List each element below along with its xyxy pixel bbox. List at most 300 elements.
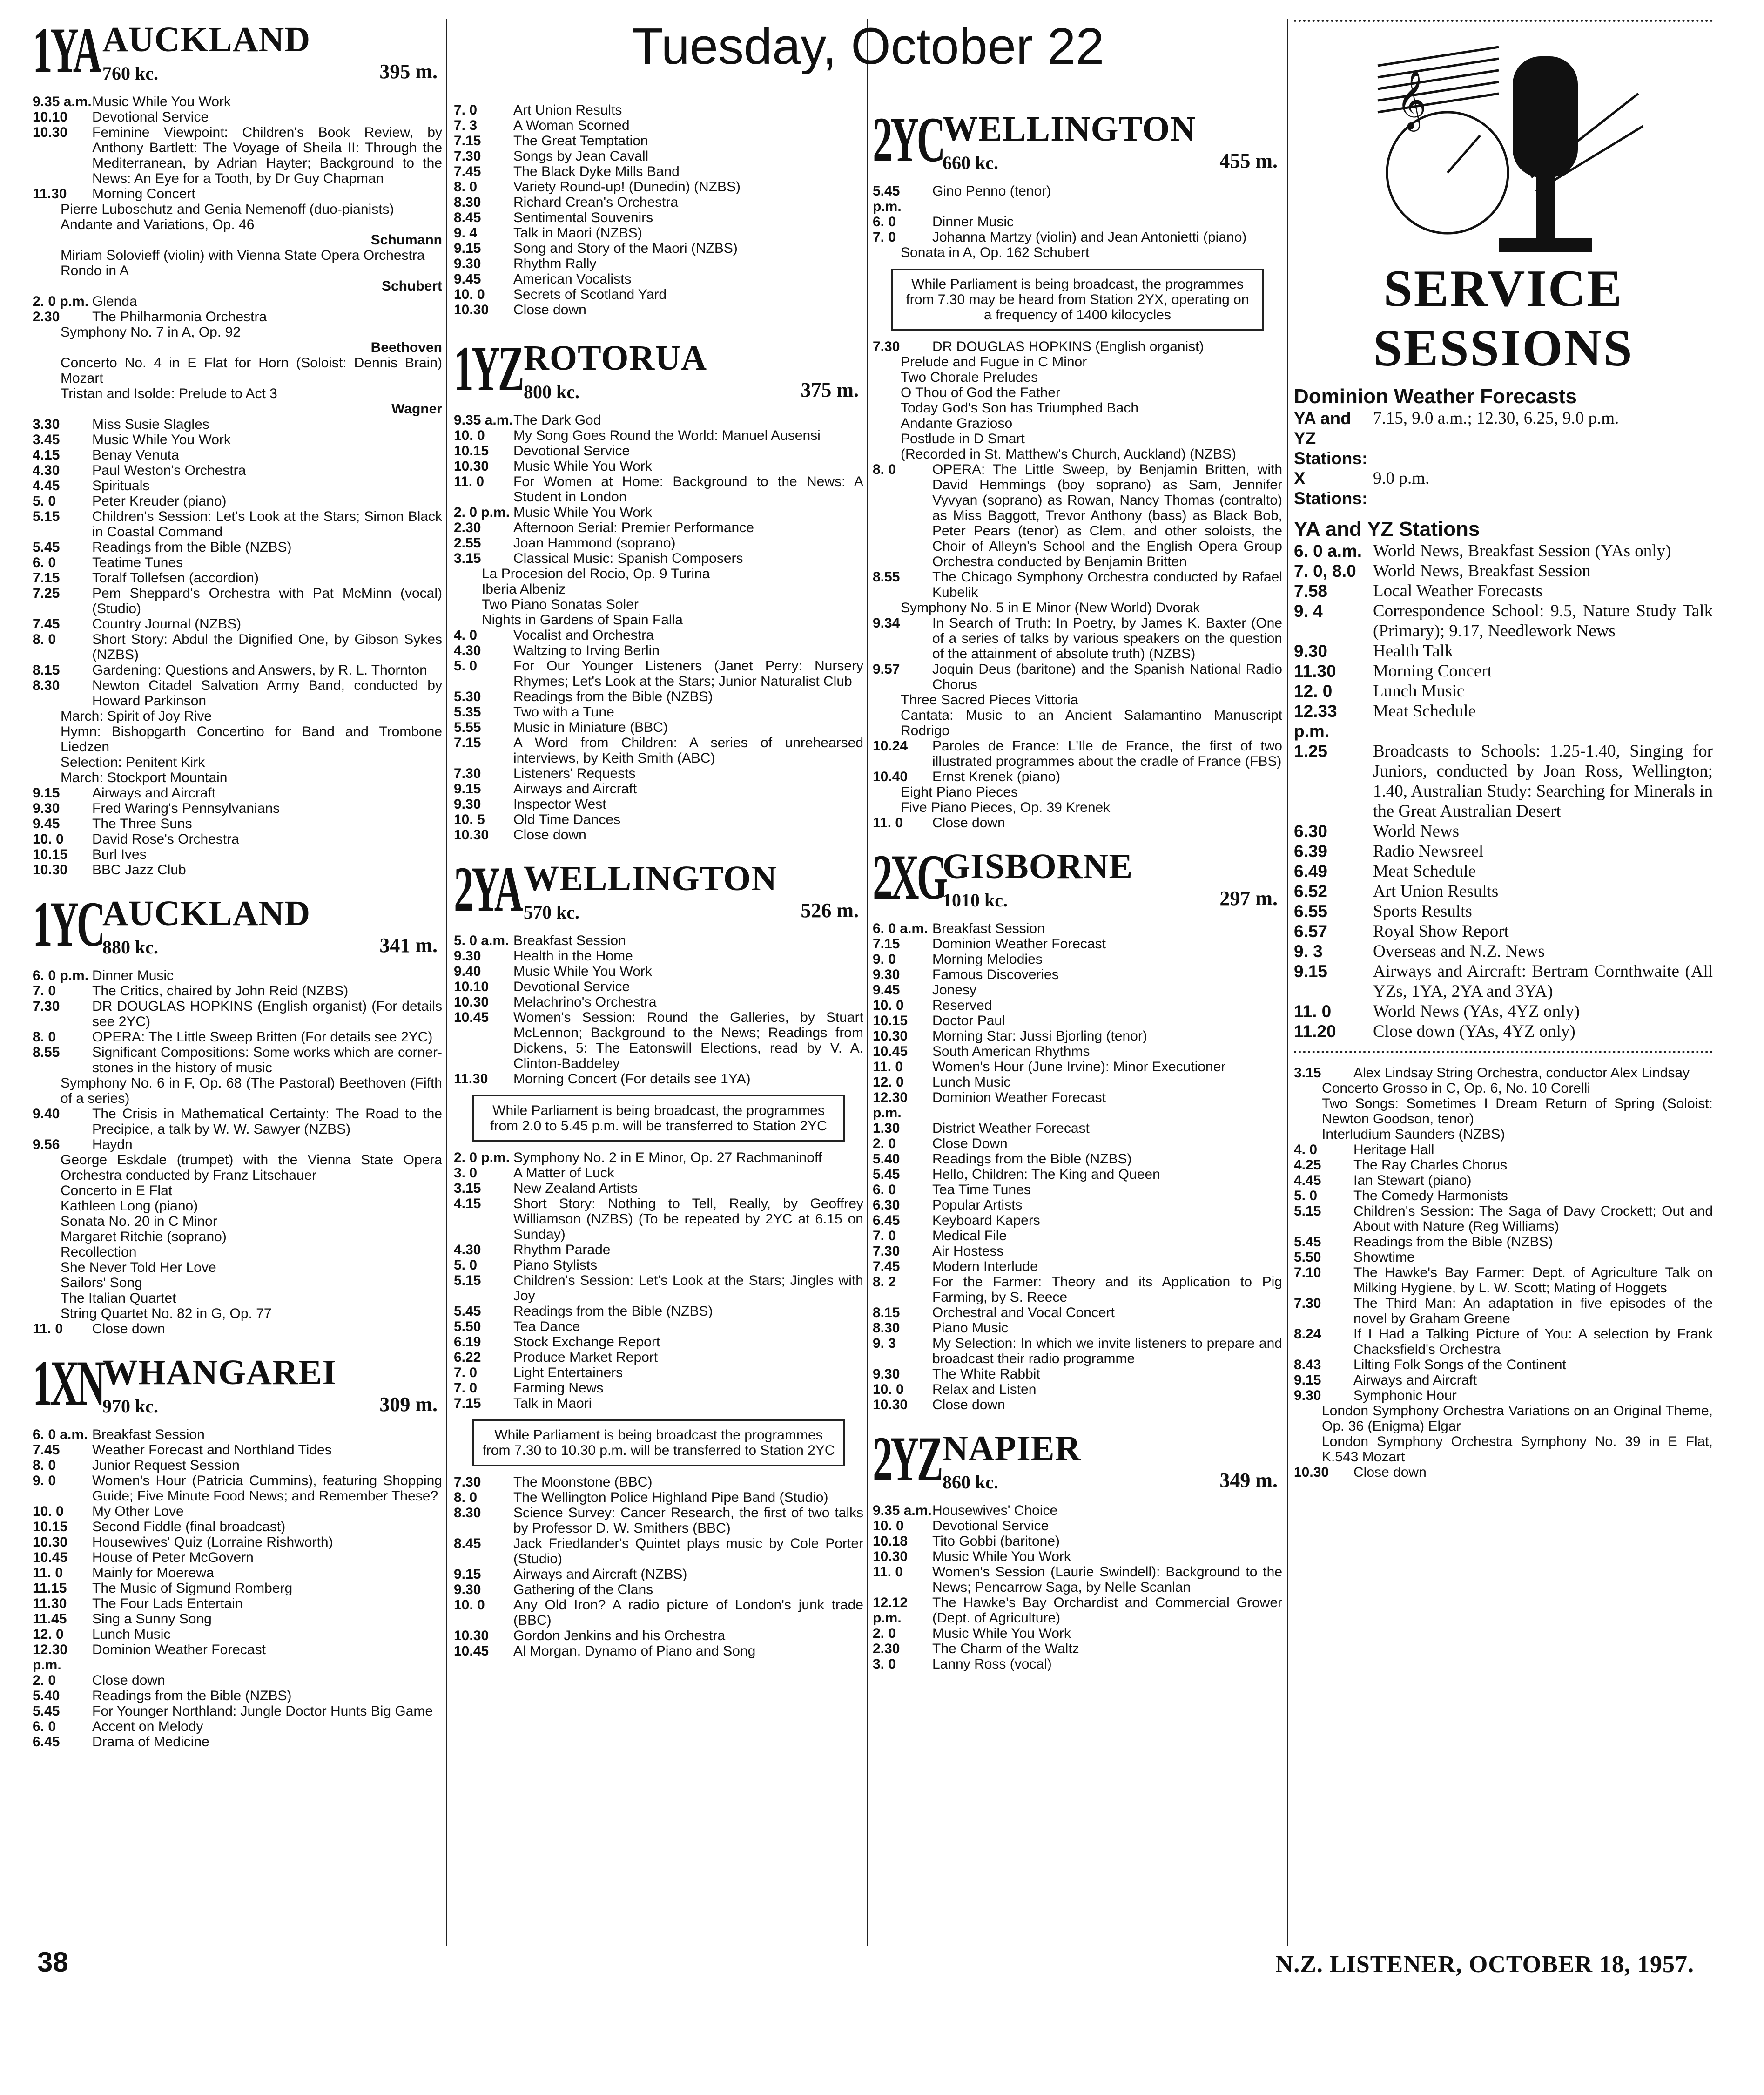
program-row — [873, 769, 1282, 784]
program-time: 6.30 — [873, 1197, 900, 1213]
wavelength: 341 m. — [379, 934, 438, 957]
program-time: 7. 0 — [454, 1380, 478, 1396]
program-row — [454, 1334, 863, 1350]
program-title: 9.0 p.m. — [1373, 469, 1430, 488]
program-title: Significant Compositions: Some works which are corner-stones in the history of music — [92, 1045, 442, 1075]
wavelength: 526 m. — [801, 899, 859, 922]
station-city: ROTORUA — [524, 338, 707, 378]
program-title: Reserved — [932, 998, 992, 1013]
program-time: 10. 0 — [454, 1597, 485, 1613]
program-row — [1294, 861, 1713, 881]
program-title: Devotional Service — [513, 979, 630, 994]
program-detail: Concerto in E Flat — [61, 1183, 173, 1198]
program-time: 1.30 — [873, 1121, 900, 1136]
program-row — [33, 447, 442, 463]
program-title: Children's Session: Let's Look at the Stars; Jingles with Joy — [513, 1273, 863, 1304]
program-time: 10.30 — [33, 125, 68, 140]
column-2 — [454, 14, 863, 1659]
program-time: 6.45 — [873, 1213, 900, 1228]
program-row — [454, 1273, 863, 1304]
program-title: Melachrino's Orchestra — [513, 994, 657, 1010]
program-title: Readings from the Bible (NZBS) — [513, 1304, 713, 1319]
program-row — [454, 443, 863, 459]
program-time: 12. 0 — [873, 1075, 904, 1090]
program-title: Sing a Sunny Song — [92, 1611, 212, 1627]
program-time: 10.30 — [1294, 1465, 1329, 1480]
program-title: Close down (YAs, 4YZ only) — [1373, 1022, 1575, 1041]
section-heading: YA and YZ Stations — [1294, 518, 1480, 541]
program-time: 11.45 — [33, 1611, 67, 1627]
program-detail: Selection: Penitent Kirk — [61, 755, 205, 770]
program-row — [873, 1534, 1282, 1549]
program-row — [33, 1627, 442, 1642]
program-row — [454, 1380, 863, 1396]
program-row — [33, 94, 442, 109]
program-time: 10. 0 — [454, 428, 485, 443]
program-row — [454, 766, 863, 781]
program-row — [454, 133, 863, 149]
service-list — [1294, 541, 1713, 1041]
program-title: Music While You Work — [92, 432, 231, 447]
program-title: My Other Love — [92, 1504, 184, 1519]
program-detail: Margaret Ritchie (soprano) — [61, 1229, 227, 1244]
program-row — [873, 462, 1282, 569]
program-time: 7. 0 — [873, 230, 896, 245]
call-sign: 1YA — [33, 14, 100, 86]
program-time: 8.45 — [454, 1536, 481, 1551]
program-row — [873, 1182, 1282, 1197]
composer-name: Wagner — [391, 401, 442, 417]
program-time: 2.30 — [454, 520, 481, 535]
program-title: Meat Schedule — [1373, 702, 1476, 721]
program-time: 10.30 — [454, 302, 489, 318]
program-time: 4.30 — [454, 1242, 481, 1257]
program-row — [33, 1519, 442, 1534]
program-title: Spirituals — [92, 478, 150, 493]
program-time: 6.30 — [1294, 822, 1328, 841]
program-title: In Search of Truth: In Poetry, by James K. Baxter (One of a series of talks by various speakers on the question of the attainment of absolute truth) (NZBS) — [932, 615, 1282, 662]
program-row — [454, 658, 863, 689]
program-time: 8. 2 — [873, 1274, 896, 1290]
program-row — [454, 271, 863, 287]
program-time: 5.45 — [33, 1703, 60, 1719]
program-row — [454, 535, 863, 551]
program-title: Lunch Music — [932, 1075, 1011, 1090]
program-title: Junior Request Session — [92, 1458, 240, 1473]
program-title: Richard Crean's Orchestra — [513, 195, 679, 210]
program-row — [454, 1474, 863, 1490]
program-title: Science Survey: Cancer Research, the first of two talks by Professor D. W. Smithers (BBC) — [513, 1505, 863, 1536]
program-row — [33, 1565, 442, 1581]
program-row — [1294, 468, 1713, 508]
program-row — [33, 417, 442, 432]
program-title: 7.15, 9.0 a.m.; 12.30, 6.25, 9.0 p.m. — [1373, 409, 1619, 428]
program-title: Children's Session: Let's Look at the Stars; Simon Black in Coastal Command — [92, 509, 442, 540]
program-time: 8.30 — [33, 678, 60, 693]
program-row — [454, 164, 863, 179]
program-row — [454, 1165, 863, 1181]
program-time: 9.15 — [1294, 1372, 1321, 1388]
program-title: Readings from the Bible (NZBS) — [932, 1151, 1132, 1167]
program-row — [873, 230, 1282, 245]
program-time: 9.45 — [873, 982, 900, 998]
program-title: Women's Session: Round the Galleries, by Stuart McLennon; Background to the News; Readings from Dickens, 5: The Eatonswill Elections, read by V. A. Clinton-Baddeley — [513, 1010, 863, 1071]
program-time: 10.45 — [33, 1550, 68, 1565]
program-time: 2.30 — [873, 1641, 900, 1656]
program-time: 5.15 — [1294, 1203, 1321, 1219]
wavelength: 297 m. — [1219, 887, 1278, 910]
program-detail: Postlude in D Smart — [901, 431, 1025, 446]
program-title: Accent on Melody — [92, 1719, 203, 1734]
program-title: Miss Susie Slagles — [92, 417, 209, 432]
program-time: 9. 0 — [33, 1473, 56, 1488]
program-detail: Cantata: Music to an Ancient Salamantino Manuscript Rodrigo — [901, 708, 1282, 738]
program-time: 9.45 — [33, 816, 60, 831]
program-title: Broadcasts to Schools: 1.25-1.40, Singing for Juniors, conducted by Joan Ross, Wellington; 1.40, Australian Study: Searching for Minerals in the Great Australian Desert — [1373, 742, 1713, 821]
program-row — [33, 1458, 442, 1473]
program-row — [33, 1642, 442, 1673]
program-time: 1.25 — [1294, 742, 1328, 761]
program-title: Jack Friedlander's Quintet plays music by Cole Porter (Studio) — [513, 1536, 863, 1567]
program-title: Gino Penno (tenor) — [932, 183, 1051, 199]
call-sign: 1XN — [33, 1347, 103, 1419]
program-time: 11.20 — [1294, 1022, 1336, 1041]
program-title: Airways and Aircraft — [1353, 1372, 1477, 1388]
program-time: 10.15 — [873, 1013, 908, 1028]
program-row — [1294, 1142, 1713, 1157]
program-title: Jonesy — [932, 982, 977, 998]
program-row — [873, 1090, 1282, 1121]
program-row — [454, 643, 863, 658]
program-row — [33, 463, 442, 478]
call-sign: 2YZ — [873, 1423, 941, 1494]
call-sign: 2YA — [454, 853, 521, 925]
program-time: 5.30 — [454, 689, 481, 704]
program-time: 6.22 — [454, 1350, 481, 1365]
program-row — [33, 1550, 442, 1565]
program-time: 4.45 — [33, 478, 60, 493]
column-rule — [867, 19, 868, 1946]
decorative-border — [1294, 1051, 1713, 1060]
program-title: The Four Lads Entertain — [92, 1596, 243, 1611]
program-time: 10. 0 — [33, 831, 64, 847]
program-time: 5. 0 — [454, 1257, 478, 1273]
program-detail: Symphony No. 6 in F, Op. 68 (The Pastoral) Beethoven (Fifth of a series) — [61, 1075, 442, 1106]
program-row — [454, 797, 863, 812]
program-time: 6. 0 p.m. — [33, 968, 89, 983]
program-title: Sentimental Souvenirs — [513, 210, 653, 225]
program-title: For the Farmer: Theory and its Application to Pig Farming, by S. Reece — [932, 1274, 1282, 1305]
program-row — [33, 816, 442, 831]
program-time: 6. 0 — [873, 1182, 896, 1197]
program-detail: Hymn: Bishopgarth Concertino for Band and Trombone Liedzen — [61, 724, 442, 755]
program-title: Correspondence School: 9.5, Nature Study Talk (Primary); 9.17, Needlework News — [1373, 601, 1713, 641]
program-row — [454, 1643, 863, 1659]
station-header-1ya — [33, 14, 442, 88]
program-time: 10. 0 — [873, 998, 904, 1013]
program-row — [873, 982, 1282, 998]
program-row — [873, 1305, 1282, 1320]
program-row — [873, 1228, 1282, 1243]
program-detail: Prelude and Fugue in C Minor — [901, 354, 1087, 370]
program-time: 8. 0 — [33, 1458, 56, 1473]
program-title: The Black Dyke Mills Band — [513, 164, 680, 179]
program-time: 4. 0 — [454, 628, 478, 643]
program-title: Airways and Aircraft — [92, 785, 216, 801]
program-detail: She Never Told Her Love — [61, 1260, 216, 1275]
program-title: Devotional Service — [92, 109, 209, 125]
program-title: The Three Suns — [92, 816, 192, 831]
program-time: 11. 0 — [873, 815, 903, 831]
program-row — [873, 967, 1282, 982]
program-row — [873, 738, 1282, 769]
program-title: Music While You Work — [932, 1549, 1071, 1564]
program-title: Modern Interlude — [932, 1259, 1038, 1274]
program-title: Burl Ives — [92, 847, 147, 862]
program-title: Art Union Results — [1373, 882, 1499, 901]
program-row — [454, 195, 863, 210]
program-time: 10.30 — [33, 1534, 68, 1550]
station-city: WHANGAREI — [102, 1353, 337, 1392]
program-row — [454, 551, 863, 566]
program-time: X Stations: — [1294, 469, 1368, 508]
program-title: Close down — [513, 827, 586, 843]
program-row — [33, 1473, 442, 1504]
program-time: 7.25 — [33, 586, 60, 601]
program-detail: Andante and Variations, Op. 46 — [61, 217, 255, 232]
program-title: Pem Sheppard's Orchestra with Pat McMinn (vocal) (Studio) — [92, 586, 442, 616]
program-detail: Symphony No. 7 in A, Op. 92 — [61, 324, 241, 340]
program-title: Afternoon Serial: Premier Performance — [513, 520, 754, 535]
station-city: WELLINGTON — [943, 109, 1196, 149]
program-row — [1294, 1021, 1713, 1041]
program-time: 11. 0 — [33, 1321, 63, 1337]
program-time: 10.15 — [454, 443, 489, 459]
program-title: The Charm of the Waltz — [932, 1641, 1079, 1656]
program-time: 9.35 a.m. — [873, 1503, 932, 1518]
program-detail: Symphony No. 5 in E Minor (New World) Dvorak — [901, 600, 1200, 615]
program-row — [1294, 821, 1713, 841]
program-row — [33, 1581, 442, 1596]
program-row — [873, 615, 1282, 662]
program-title: The Third Man: An adaptation in five episodes of the novel by Graham Greene — [1353, 1296, 1713, 1326]
program-time: 9.30 — [1294, 642, 1328, 661]
program-title: Two with a Tune — [513, 704, 614, 720]
frequency: 970 kc. — [102, 1396, 158, 1417]
program-time: 12. 0 — [1294, 682, 1333, 701]
program-row — [33, 586, 442, 616]
program-detail: Nights in Gardens of Spain Falla — [482, 612, 683, 628]
program-time: 9.30 — [873, 967, 900, 982]
program-time: 2. 0 p.m. — [454, 1150, 510, 1165]
program-time: 7.15 — [873, 936, 900, 952]
program-title: Royal Show Report — [1373, 922, 1509, 941]
program-title: Listeners' Requests — [513, 766, 636, 781]
program-title: Talk in Maori (NZBS) — [513, 225, 642, 241]
program-title: The Wellington Police Highland Pipe Band (Studio) — [513, 1490, 828, 1505]
program-time: 4.25 — [1294, 1157, 1321, 1173]
program-detail: (Recorded in St. Matthew's Church, Auckland) (NZBS) — [901, 446, 1236, 462]
program-title: Close down — [1353, 1465, 1427, 1480]
program-row — [1294, 1234, 1713, 1250]
program-row — [33, 540, 442, 555]
program-title: House of Peter McGovern — [92, 1550, 254, 1565]
program-title: Secrets of Scotland Yard — [513, 287, 667, 302]
program-title: Breakfast Session — [92, 1427, 205, 1442]
parliament-notice: While Parliament is being broadcast, the programmes from 7.30 may be heard from Station 2YX, operating on a frequency of 1400 kilocycles — [891, 269, 1264, 331]
program-title: Symphony No. 2 in E Minor, Op. 27 Rachmaninoff — [513, 1150, 822, 1165]
program-title: Local Weather Forecasts — [1373, 581, 1543, 601]
program-title: OPERA: The Little Sweep, by Benjamin Britten, with David Hemmings (boy soprano) as Sam, Jennifer Vyvyan (soprano) as Rowan, Nancy Thomas (contralto) as Miss Baggott, Trevor Anthony (bass) as Black Bob, Peter Pears (tenor) as Clem, and other soloists, the Choir of Alleyn's School and the English Opera Group Orchestra conducted by Benjamin Britten — [932, 462, 1282, 569]
call-sign: 1YZ — [454, 333, 522, 404]
program-title: Famous Discoveries — [932, 967, 1059, 982]
program-row — [873, 339, 1282, 354]
program-detail: Pierre Luboschutz and Genia Nemenoff (duo-pianists) — [61, 202, 394, 217]
program-title: Any Old Iron? A radio picture of London's junk trade (BBC) — [513, 1597, 863, 1628]
frequency: 1010 kc. — [943, 890, 1008, 911]
program-row — [873, 815, 1282, 831]
program-time: 7. 0, 8.0 — [1294, 561, 1356, 581]
column-1 — [33, 14, 442, 1750]
program-time: 5.45 — [1294, 1234, 1321, 1250]
program-row — [873, 1382, 1282, 1397]
program-title: Tea Dance — [513, 1319, 580, 1334]
program-title: Dominion Weather Forecast — [932, 936, 1106, 952]
program-row — [454, 474, 863, 505]
program-row — [873, 1197, 1282, 1213]
program-row — [1294, 1065, 1713, 1081]
program-row — [873, 1656, 1282, 1672]
program-title: World News — [1373, 822, 1460, 841]
program-title: For Younger Northland: Jungle Doctor Hunts Big Game — [92, 1703, 433, 1719]
program-time: 5.45 — [454, 1304, 481, 1319]
program-title: Vocalist and Orchestra — [513, 628, 654, 643]
program-time: 11. 0 — [873, 1059, 903, 1075]
program-list — [454, 1150, 863, 1411]
program-title: Glenda — [92, 294, 137, 309]
program-row — [33, 983, 442, 999]
frequency: 570 kc. — [524, 902, 579, 923]
program-row — [33, 1504, 442, 1519]
program-time: 10. 0 — [33, 1504, 64, 1519]
program-time: 7.45 — [873, 1259, 900, 1274]
program-title: Inspector West — [513, 797, 606, 812]
station-header-1xn — [33, 1347, 442, 1420]
program-time: 7.30 — [454, 766, 481, 781]
program-time: 4.30 — [454, 643, 481, 658]
program-row — [454, 241, 863, 256]
program-time: 10.10 — [33, 109, 68, 125]
program-title: World News, Breakfast Session (YAs only) — [1373, 541, 1671, 561]
program-row — [873, 662, 1282, 692]
program-row — [33, 662, 442, 678]
frequency: 860 kc. — [943, 1472, 998, 1493]
program-time: YA and YZ Stations: — [1294, 409, 1368, 468]
program-title: Devotional Service — [932, 1518, 1049, 1534]
program-title: Stock Exchange Report — [513, 1334, 660, 1350]
program-row — [454, 948, 863, 964]
call-sign: 2YC — [873, 104, 943, 175]
program-time: 10.18 — [873, 1534, 908, 1549]
program-time: 10.45 — [873, 1044, 908, 1059]
program-detail: Today God's Son has Triumphed Bach — [901, 400, 1139, 416]
program-row — [33, 616, 442, 632]
program-row — [873, 1518, 1282, 1534]
program-detail: La Procesion del Rocio, Op. 9 Turina — [482, 566, 710, 581]
program-time: 10. 5 — [454, 812, 485, 827]
program-time: 6. 0 — [873, 214, 896, 230]
program-title: For Our Younger Listeners (Janet Perry: Nursery Rhymes; Let's Look at the Stars; Junior Naturalist Club — [513, 658, 863, 689]
program-row — [454, 628, 863, 643]
program-time: 11.30 — [454, 1071, 488, 1087]
program-row — [33, 1137, 442, 1152]
program-row — [454, 1582, 863, 1597]
program-title: Classical Music: Spanish Composers — [513, 551, 743, 566]
program-row — [33, 1442, 442, 1458]
program-row — [33, 478, 442, 493]
program-title: Music in Miniature (BBC) — [513, 720, 668, 735]
program-detail: Iberia Albeniz — [482, 581, 566, 597]
frequency: 660 kc. — [943, 152, 998, 173]
program-time: 9. 3 — [873, 1336, 896, 1351]
program-list — [873, 1503, 1282, 1672]
program-row — [454, 428, 863, 443]
program-time: 7.45 — [33, 616, 60, 632]
program-time: 10.15 — [33, 847, 68, 862]
program-title: The Music of Sigmund Romberg — [92, 1581, 293, 1596]
program-row — [1294, 1188, 1713, 1203]
svg-text:𝄞: 𝄞 — [1396, 69, 1427, 129]
program-title: DR DOUGLAS HOPKINS (English organist) (For details see 2YC) — [92, 999, 442, 1029]
program-row — [33, 309, 442, 324]
program-row — [454, 1490, 863, 1505]
program-row — [454, 994, 863, 1010]
program-time: 9.15 — [1294, 962, 1328, 981]
program-time: 3.30 — [33, 417, 60, 432]
program-time: 7.10 — [1294, 1265, 1321, 1280]
program-row — [454, 1150, 863, 1165]
program-title: Farming News — [513, 1380, 604, 1396]
station-header-1yz — [454, 333, 863, 406]
program-time: 8. 0 — [33, 632, 56, 647]
program-title: Johanna Martzy (violin) and Jean Antonietti (piano) — [932, 230, 1247, 245]
program-title: Close down — [932, 1397, 1005, 1412]
program-detail: Rondo in A — [61, 263, 129, 278]
composer-name: Schumann — [370, 232, 442, 248]
program-time: 2. 0 p.m. — [454, 505, 510, 520]
program-title: If I Had a Talking Picture of You: A selection by Frank Chacksfield's Orchestra — [1353, 1326, 1713, 1357]
program-title: The Moonstone (BBC) — [513, 1474, 653, 1490]
station-city: AUCKLAND — [102, 894, 311, 933]
program-time: 9.30 — [1294, 1388, 1321, 1403]
program-time: 6.55 — [1294, 902, 1328, 921]
program-time: 7.30 — [873, 1243, 900, 1259]
program-row — [873, 1059, 1282, 1075]
program-title: Morning Star: Jussi Bjorling (tenor) — [932, 1028, 1147, 1044]
program-row — [873, 1336, 1282, 1366]
program-time: 3.45 — [33, 432, 60, 447]
program-row — [454, 1319, 863, 1334]
program-title: Variety Round-up! (Dunedin) (NZBS) — [513, 179, 741, 195]
program-detail: Eight Piano Pieces — [901, 784, 1018, 800]
program-time: 8.24 — [1294, 1326, 1321, 1342]
program-time: 5.40 — [33, 1688, 60, 1703]
program-time: 8.30 — [454, 1505, 481, 1521]
program-row — [873, 1320, 1282, 1336]
program-title: Music While You Work — [513, 505, 652, 520]
program-time: 10.30 — [454, 994, 489, 1010]
program-detail: Three Sacred Pieces Vittoria — [901, 692, 1078, 708]
